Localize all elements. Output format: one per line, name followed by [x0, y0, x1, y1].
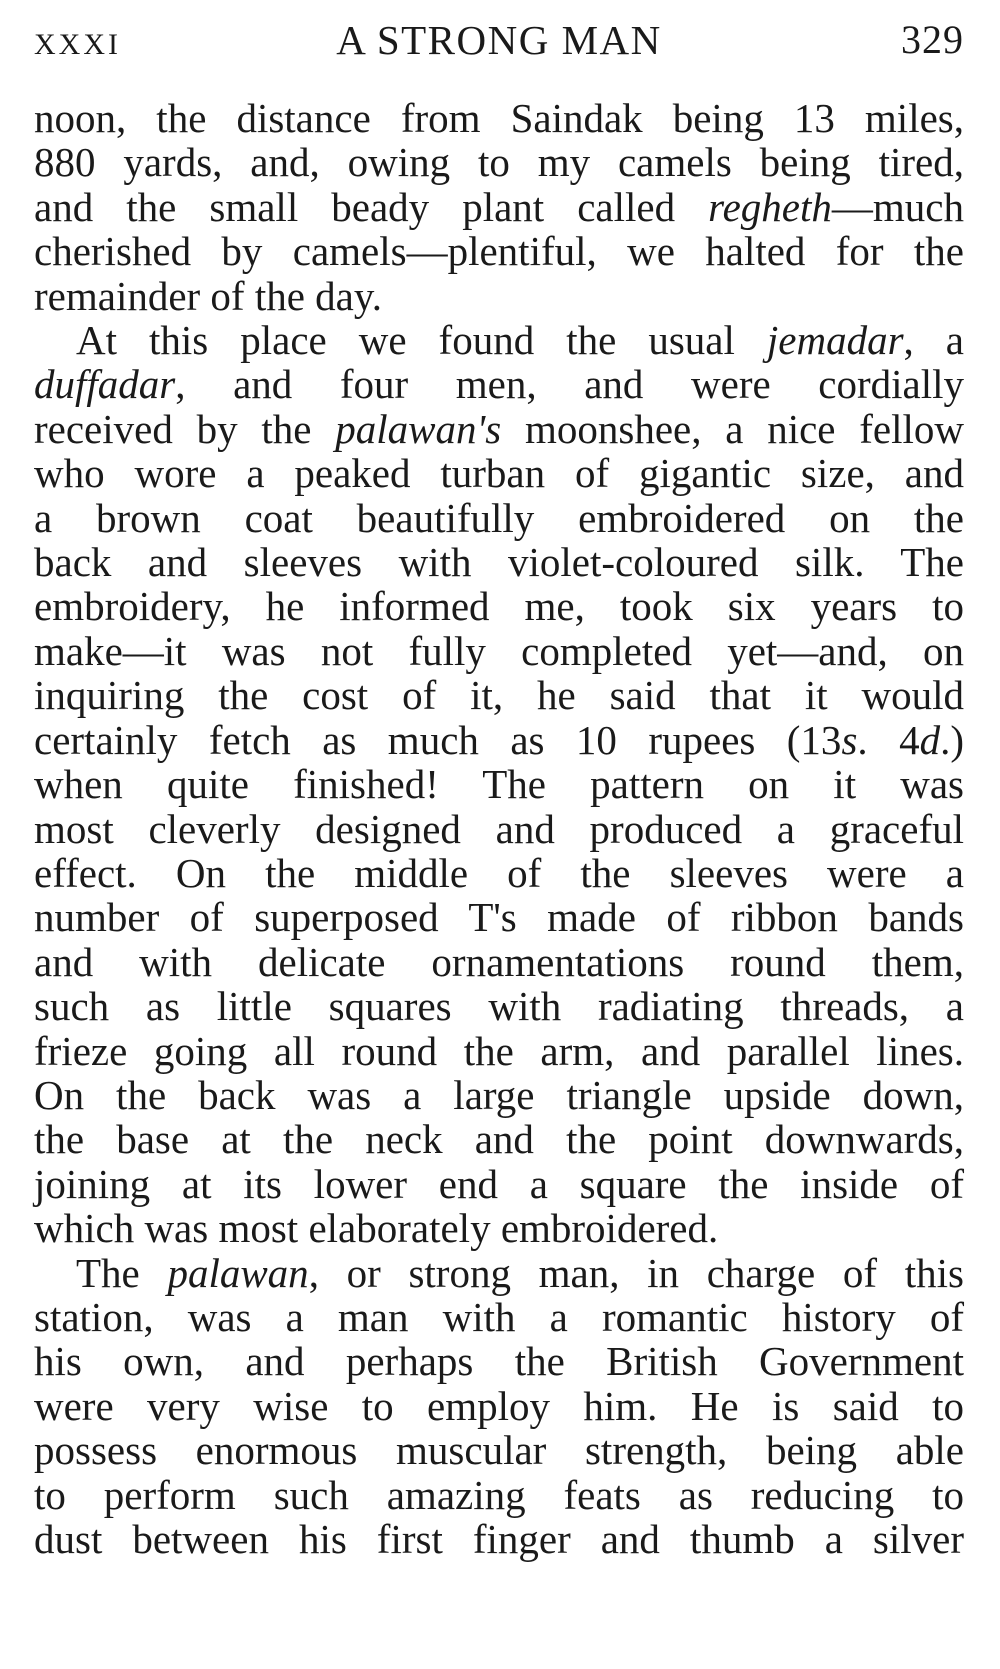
text-line — [34, 185, 964, 229]
text-line — [34, 274, 964, 318]
text-segment: who wore a peaked turban of gigantic size, and — [34, 450, 964, 497]
text-line — [34, 1517, 964, 1561]
text-line — [34, 229, 964, 273]
text-segment: received by the — [34, 405, 336, 452]
text-line — [34, 1073, 964, 1117]
text-segment: his own, and perhaps the British Government — [34, 1338, 964, 1385]
text-line — [34, 629, 964, 673]
text-segment: station, was a man with a romantic history of — [34, 1293, 964, 1340]
text-line — [34, 1384, 964, 1428]
text-segment: back and sleeves with violet-coloured silk. The — [34, 539, 964, 586]
text-line — [34, 984, 964, 1028]
text-segment: the base at the neck and the point downwards, — [34, 1116, 964, 1163]
text-segment: embroidery, he informed me, took six years to — [34, 583, 964, 630]
text-line — [34, 1206, 964, 1250]
text-line — [34, 96, 964, 140]
chapter-number: XXXI — [34, 28, 121, 61]
text-line — [34, 1473, 964, 1517]
text-segment: moonshee, a nice fellow — [501, 405, 964, 452]
text-line — [34, 540, 964, 584]
text-segment: noon, the distance from Saindak being 13 miles, — [34, 95, 964, 141]
text-line — [34, 1339, 964, 1383]
text-segment: make—it was not fully completed yet—and, on — [34, 627, 964, 674]
italic-text: regheth — [708, 183, 832, 230]
italic-text: s — [841, 716, 858, 763]
text-segment: 880 yards, and, owing to my camels being tired, — [34, 139, 964, 186]
text-segment: joining at its lower end a square the inside of — [34, 1160, 964, 1207]
text-line — [34, 807, 964, 851]
text-segment: effect. On the middle of the sleeves were a — [34, 849, 964, 896]
text-line — [34, 451, 964, 495]
running-title: A STRONG MAN — [336, 17, 662, 63]
text-segment: At this place we found the usual — [76, 317, 767, 364]
text-segment: were very wise to employ him. He is said to — [34, 1382, 964, 1429]
text-segment: most cleverly designed and produced a graceful — [34, 805, 964, 852]
text-segment: The — [76, 1249, 168, 1296]
paragraph — [34, 1251, 964, 1562]
text-segment: . 4 — [857, 716, 920, 763]
text-segment: such as little squares with radiating threads, a — [34, 983, 964, 1030]
page-number: 329 — [901, 17, 964, 62]
body-text — [34, 96, 964, 1561]
text-line — [34, 762, 964, 806]
text-line — [34, 940, 964, 984]
text-segment: remainder of the day. — [34, 272, 382, 319]
text-segment: cherished by camels—plentiful, we halted for the — [34, 228, 964, 275]
text-segment: frieze going all round the arm, and parallel lines. — [34, 1027, 964, 1074]
text-line — [34, 1251, 964, 1295]
text-segment: certainly fetch as much as 10 rupees (13 — [34, 716, 842, 763]
text-segment: when quite finished! The pattern on it was — [34, 761, 964, 808]
text-line — [34, 673, 964, 717]
book-page — [34, 0, 964, 1669]
italic-text: palawan's — [335, 405, 502, 452]
text-line — [34, 1117, 964, 1161]
text-segment: inquiring the cost of it, he said that it would — [34, 672, 964, 719]
text-line — [34, 1162, 964, 1206]
italic-text: palawan — [167, 1249, 309, 1296]
text-segment: .) — [940, 716, 964, 763]
text-segment: to perform such amazing feats as reducing to — [34, 1471, 964, 1518]
text-line — [34, 1295, 964, 1339]
paragraph — [34, 318, 964, 1251]
text-line — [34, 318, 964, 362]
text-line — [34, 140, 964, 184]
italic-text: d — [919, 716, 941, 763]
text-line — [34, 1029, 964, 1073]
text-line — [34, 895, 964, 939]
text-segment: dust between his first finger and thumb a silver — [34, 1516, 964, 1562]
text-line — [34, 362, 964, 406]
text-line — [34, 1428, 964, 1472]
text-segment: and with delicate ornamentations round them, — [34, 938, 964, 985]
italic-text: jemadar — [766, 317, 904, 364]
text-segment: —much — [831, 183, 964, 230]
text-segment: a brown coat beautifully embroidered on the — [34, 494, 964, 541]
text-segment: , or strong man, in charge of this — [308, 1249, 965, 1296]
text-segment: , and four men, and were cordially — [175, 361, 964, 408]
running-header — [34, 14, 964, 64]
text-line — [34, 407, 964, 451]
italic-text: duffadar — [34, 361, 176, 408]
text-segment: and the small beady plant called — [34, 183, 709, 230]
text-segment: , a — [903, 317, 964, 364]
text-line — [34, 851, 964, 895]
text-line — [34, 584, 964, 628]
text-line — [34, 496, 964, 540]
text-segment: number of superposed T's made of ribbon bands — [34, 894, 964, 941]
text-line — [34, 718, 964, 762]
paragraph — [34, 96, 964, 318]
text-segment: possess enormous muscular strength, being able — [34, 1427, 964, 1474]
text-segment: which was most elaborately embroidered. — [34, 1205, 719, 1252]
text-segment: On the back was a large triangle upside down, — [34, 1071, 964, 1118]
